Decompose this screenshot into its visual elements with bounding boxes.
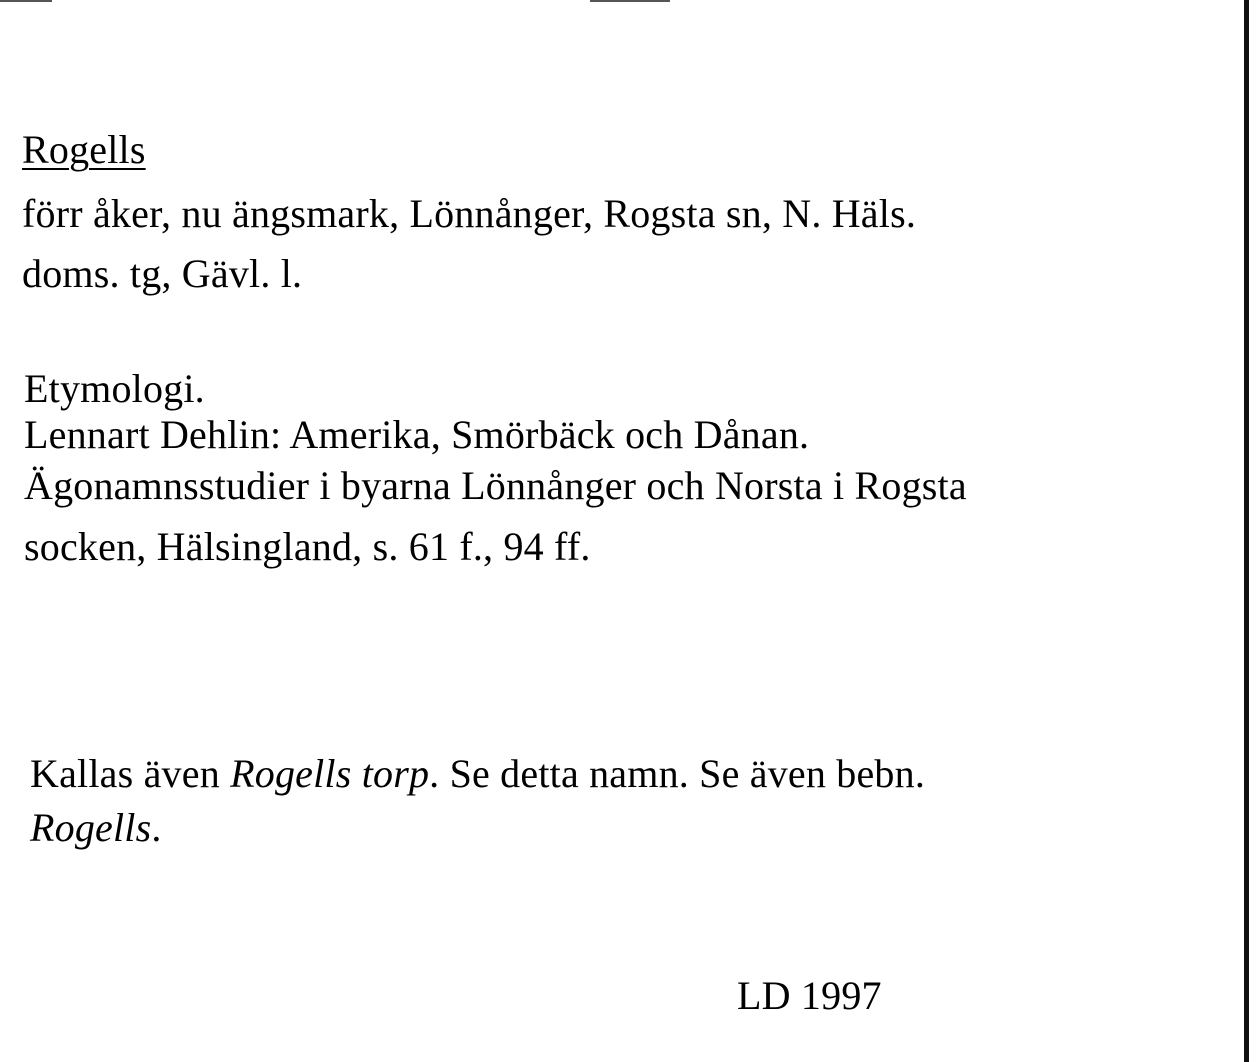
description-line-2: doms. tg, Gävl. l.: [22, 251, 303, 296]
etymology-label: Etymologi.: [24, 366, 205, 411]
note-italic-name: Rogells torp: [230, 751, 430, 796]
note-end: .: [151, 805, 162, 850]
note-italic-ref: Rogells: [30, 805, 152, 850]
note-suffix: . Se detta namn. Se även bebn.: [429, 751, 926, 796]
description-line-1: förr åker, nu ängsmark, Lönnånger, Rogsta sn, N. Häls.: [22, 191, 917, 236]
entry-heading: Rogells: [22, 127, 146, 172]
etymology-line-3: socken, Hälsingland, s. 61 f., 94 ff.: [24, 524, 591, 569]
scan-artifact: [0, 0, 52, 2]
note-line-1: [30, 750, 925, 798]
note-line-2: [30, 804, 162, 852]
scan-border: [1244, 0, 1249, 1062]
note-prefix: Kallas även: [30, 751, 231, 796]
etymology-line-2: Ägonamnsstudier i byarna Lönnånger och Norsta i Rogsta: [24, 463, 967, 508]
etymology-line-1: Lennart Dehlin: Amerika, Smörbäck och Dånan.: [24, 412, 810, 457]
signature: LD 1997: [737, 973, 882, 1018]
scan-artifact: [590, 0, 670, 2]
